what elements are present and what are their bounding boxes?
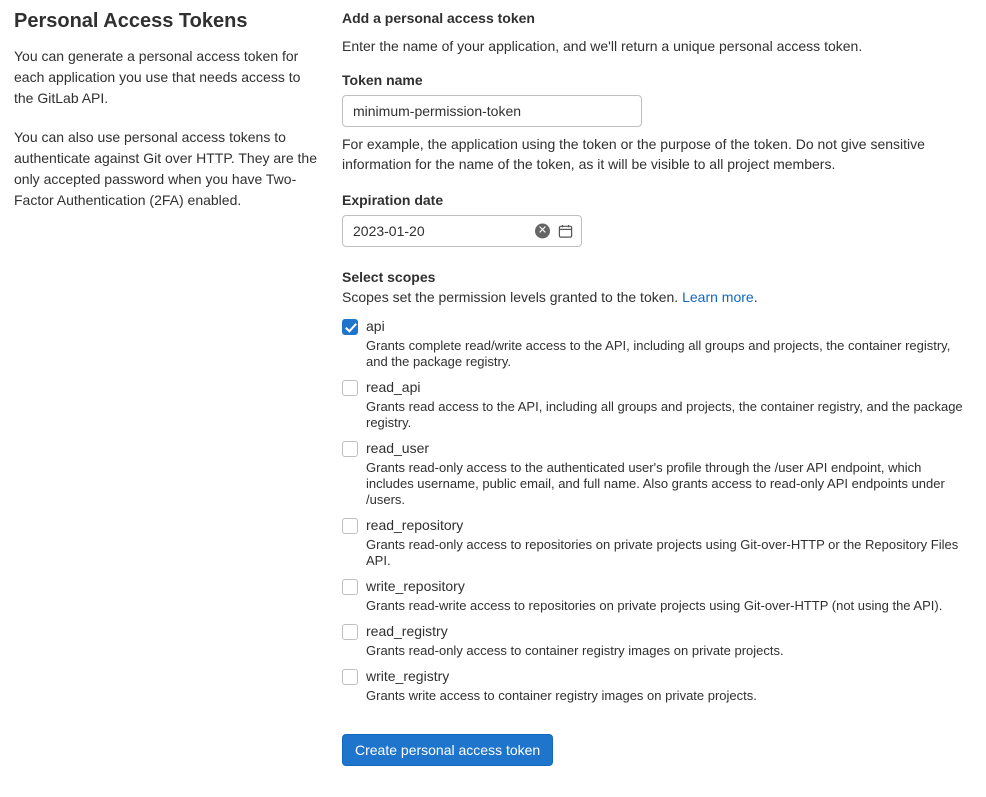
- scope-checkbox-read_repository[interactable]: [342, 518, 358, 534]
- token-name-label: Token name: [342, 72, 423, 88]
- select-scopes-label: Select scopes: [342, 269, 436, 285]
- scope-name: read_api: [366, 379, 421, 395]
- scope-description: Grants write access to container registry images on private projects.: [366, 688, 757, 703]
- scope-row: [342, 317, 972, 370]
- scope-checkbox-read_api[interactable]: [342, 380, 358, 396]
- intro-column: [14, 8, 320, 229]
- intro-paragraph-2: You can also use personal access tokens to authenticate against Git over HTTP. They are the only accepted password when you have Two-Factor Authentication (2FA) enabled.: [14, 129, 317, 208]
- scope-row: [342, 667, 972, 704]
- intro-paragraph-1: You can generate a personal access token for each application you use that needs access to the GitLab API.: [14, 48, 301, 106]
- scope-description: Grants read access to the API, including all groups and projects, the container registry, and the package registry.: [366, 399, 963, 430]
- scope-row: [342, 439, 972, 508]
- scope-row: [342, 622, 972, 659]
- token-name-input[interactable]: [342, 95, 642, 127]
- calendar-icon[interactable]: [558, 224, 573, 239]
- clear-date-icon[interactable]: ✕: [535, 224, 550, 239]
- form-heading: Add a personal access token: [342, 10, 535, 26]
- scopes-subtext-text: Scopes set the permission levels granted to the token.: [342, 289, 679, 305]
- scope-description: Grants read-only access to repositories on private projects using Git-over-HTTP or the Repository Files API.: [366, 537, 959, 568]
- expiration-date-field: [342, 215, 582, 247]
- scope-checkbox-read_registry[interactable]: [342, 624, 358, 640]
- scope-name: read_user: [366, 440, 430, 456]
- scopes-subtext-period: .: [753, 289, 758, 305]
- scope-row: [342, 577, 972, 614]
- token-form: [342, 10, 972, 766]
- scope-description: Grants complete read/write access to the API, including all groups and projects, the container registry, and the package registry.: [366, 338, 951, 369]
- scope-checkbox-write_registry[interactable]: [342, 669, 358, 685]
- scope-name: read_registry: [366, 623, 448, 639]
- scope-list: [342, 317, 972, 704]
- scope-checkbox-write_repository[interactable]: [342, 579, 358, 595]
- form-subheading: Enter the name of your application, and we'll return a unique personal access token.: [342, 38, 863, 54]
- scope-row: [342, 378, 972, 431]
- token-name-help: For example, the application using the token or the purpose of the token. Do not give sensitive information for the name of the token, as it will be visible to all project members.: [342, 136, 925, 172]
- scope-description: Grants read-only access to the authenticated user's profile through the /user API endpoint, which includes username, public email, and full name. Also grants access to read-only API endpoints under /users.: [366, 460, 945, 507]
- scope-description: Grants read-write access to repositories on private projects using Git-over-HTTP (not using the API).: [366, 598, 943, 613]
- page-title: Personal Access Tokens: [14, 10, 248, 32]
- scope-name: api: [366, 318, 385, 334]
- create-token-button[interactable]: Create personal access token: [342, 734, 553, 766]
- scopes-subtext: [342, 289, 972, 305]
- expiration-date-label: Expiration date: [342, 192, 444, 208]
- scope-name: read_repository: [366, 517, 464, 533]
- scope-description: Grants read-only access to container registry images on private projects.: [366, 643, 784, 658]
- scope-row: [342, 516, 972, 569]
- scopes-learn-more-link[interactable]: Learn more: [682, 289, 754, 305]
- scope-checkbox-read_user[interactable]: [342, 441, 358, 457]
- scope-name: write_repository: [366, 578, 465, 594]
- scope-checkbox-api[interactable]: [342, 319, 358, 335]
- scope-name: write_registry: [366, 668, 450, 684]
